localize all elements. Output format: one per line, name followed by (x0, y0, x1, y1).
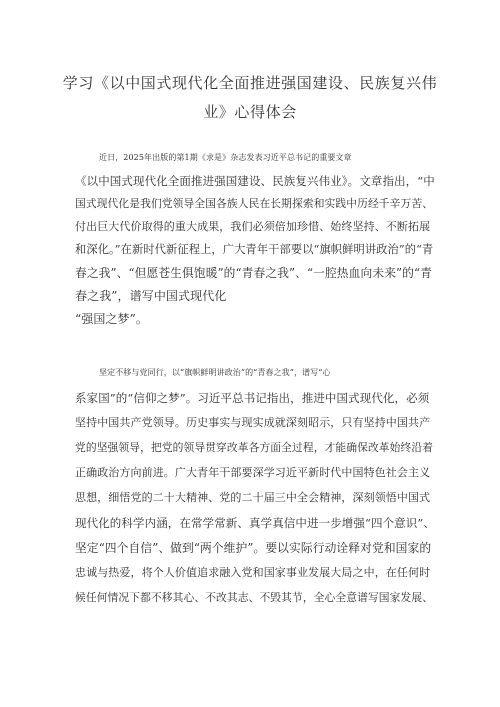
paragraph-2-line-5: 正确政治方向前进。广大青年干部要深学习近平新时代中国特色社会主义 (75, 466, 431, 479)
paragraph-1-line-7: 春之我”，谱写中国式现代化 (75, 289, 227, 303)
paragraph-2-line-7: 现代化的科学内涵，在常学常新、真学真信中进一步增强“四个意识”、 (75, 516, 435, 530)
paragraph-2-line-4: 党的坚强领导，把党的领导贯穿改革各方面全过程，才能确保改革始终沿着 (75, 441, 434, 454)
paragraph-1-line-8: “强国之梦”。 (75, 312, 148, 326)
paragraph-2-line-10: 候任何情况下都不移其心、不改其志、不毁其节，全心全意谱写国家发展、 (75, 591, 434, 604)
paragraph-2-line-1: 坚定不移与党同行，以“旗帜鲜明讲政治”的“青春之我”，谱写“心 (99, 368, 331, 377)
paragraph-1-line-4: 付出巨大代价取得的重大成果，我们必须倍加珍惜、始终坚持、不断拓展 (75, 220, 431, 233)
paragraph-2-line-8: 坚定“四个自信”、做到“两个维护”。要以实际行动诠释对党和国家的 (75, 541, 432, 555)
paragraph-1-line-2: 《以中国式现代化全面推进强国建设、民族复兴伟业》。文章指出，“中 (75, 174, 435, 188)
paragraph-1-line-1: 近日，2025年出版的第1期《求是》杂志发表习近平总书记的重要文章 (99, 153, 352, 162)
paragraph-2-line-9: 忠诚与热爱，将个人价值追求融入党和国家事业发展大局之中，在任何时 (75, 566, 431, 579)
paragraph-2-line-3: 坚持中国共产党领导。历史事实与现实成就深刻昭示，只有坚持中国共产 (75, 416, 431, 429)
paragraph-1-line-3: 国式现代化是我们党领导全国各族人民在长期探索和实践中历经千辛万苦、 (75, 197, 434, 210)
paragraph-1-line-6: 春之我”、“但愿苍生俱饱暖”的“青春之我”、“一腔热血向未来”的“青 (75, 266, 432, 280)
document-title-line-1: 学习《以中国式现代化全面推进强国建设、民族复兴伟 (62, 74, 438, 92)
document-title-line-2: 业》心得体会 (203, 103, 297, 121)
paragraph-1-line-5: 和深化。”在新时代新征程上，广大青年干部要以“旗帜鲜明讲政治”的“青 (75, 243, 434, 256)
paragraph-2-line-2: 系家国”的“信仰之梦”。习近平总书记指出，推进中国式现代化，必须 (75, 391, 430, 405)
paragraph-2-line-6: 思想，细悟党的二十大精神、党的二十届三中全会精神，深刻领悟中国式 (75, 491, 431, 504)
